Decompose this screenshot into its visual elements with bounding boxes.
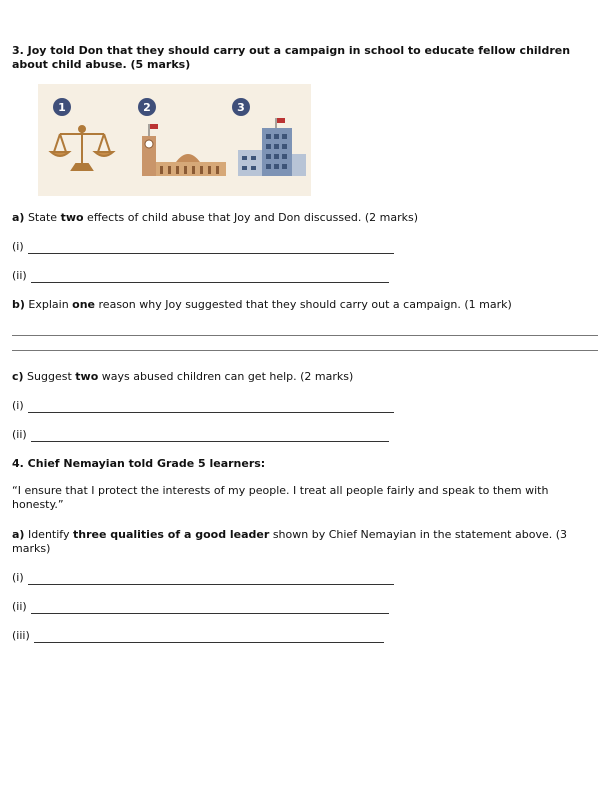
answer-line-label: (i) (12, 571, 24, 584)
question-4-title: 4. Chief Nemayian told Grade 5 learners: (12, 457, 266, 470)
answer-line-rule[interactable] (28, 574, 394, 585)
question-4-quote: “I ensure that I protect the interests of my people. I treat all people fairly and speak to them with honesty.” (12, 484, 549, 511)
office-building-icon (238, 118, 306, 176)
badge-2 (138, 98, 156, 116)
badge-3-label: 3 (237, 101, 245, 114)
parliament-building-icon (142, 124, 226, 176)
scales-of-justice-icon (51, 126, 113, 170)
answer-line-3b-2[interactable] (12, 350, 598, 351)
answer-line-label: (ii) (12, 269, 27, 282)
answer-line-4a-iii[interactable] (12, 629, 384, 643)
answer-line-rule[interactable] (31, 603, 389, 614)
question-4a-prompt (12, 528, 592, 556)
answer-line-label: (iii) (12, 629, 30, 642)
answer-line-label: (i) (12, 240, 24, 253)
question-3b-text-pre: Explain (24, 298, 73, 311)
answer-line-4a-i[interactable] (12, 571, 394, 585)
answer-line-label: (ii) (12, 600, 27, 613)
question-4a-label: a) (12, 528, 25, 541)
question-3c-label: c) (12, 370, 24, 383)
answer-line-label: (ii) (12, 428, 27, 441)
badge-1-label: 1 (58, 101, 66, 114)
answer-line-3c-ii[interactable] (12, 428, 389, 442)
answer-line-rule[interactable] (28, 243, 394, 254)
answer-line-rule[interactable] (34, 632, 384, 643)
question-3a-bold: two (60, 211, 84, 224)
question-4a-text-pre: Identify (24, 528, 73, 541)
question-3a-text-pre: State (24, 211, 61, 224)
answer-line-4a-ii[interactable] (12, 600, 389, 614)
answer-line-rule[interactable] (31, 272, 389, 283)
question-3-title: 3. Joy told Don that they should carry out a campaign in school to educate fellow children about child abuse. (5 marks) (12, 44, 571, 71)
answer-line-3a-ii[interactable] (12, 269, 389, 283)
badge-1 (53, 98, 71, 116)
question-3-illustration (38, 84, 311, 196)
answer-line-rule[interactable] (31, 431, 389, 442)
question-3b-text-post: reason why Joy suggested that they should carry out a campaign. (1 mark) (95, 298, 512, 311)
question-3c-text-pre: Suggest (23, 370, 76, 383)
question-3b-label: b) (12, 298, 25, 311)
question-3c-prompt (12, 370, 592, 384)
question-3b-prompt (12, 298, 602, 312)
question-3c-text-post: ways abused children can get help. (2 marks) (98, 370, 354, 383)
question-3a-text-post: effects of child abuse that Joy and Don discussed. (2 marks) (83, 211, 418, 224)
question-4a-text-post: shown by Chief Nemayian in the statement above. (3 marks) (12, 528, 567, 555)
question-3c-bold: two (75, 370, 99, 383)
question-3b-bold: one (72, 298, 96, 311)
answer-line-rule[interactable] (28, 402, 394, 413)
badge-2-label: 2 (143, 101, 151, 114)
question-3a-label: a) (12, 211, 25, 224)
question-3a-prompt (12, 211, 592, 225)
answer-line-3a-i[interactable] (12, 240, 394, 254)
question-4a-bold: three qualities of a good leader (72, 528, 270, 541)
illustration-svg (38, 84, 311, 196)
answer-line-3c-i[interactable] (12, 399, 394, 413)
badge-3 (232, 98, 250, 116)
answer-line-label: (i) (12, 399, 24, 412)
answer-line-3b-1[interactable] (12, 335, 598, 336)
